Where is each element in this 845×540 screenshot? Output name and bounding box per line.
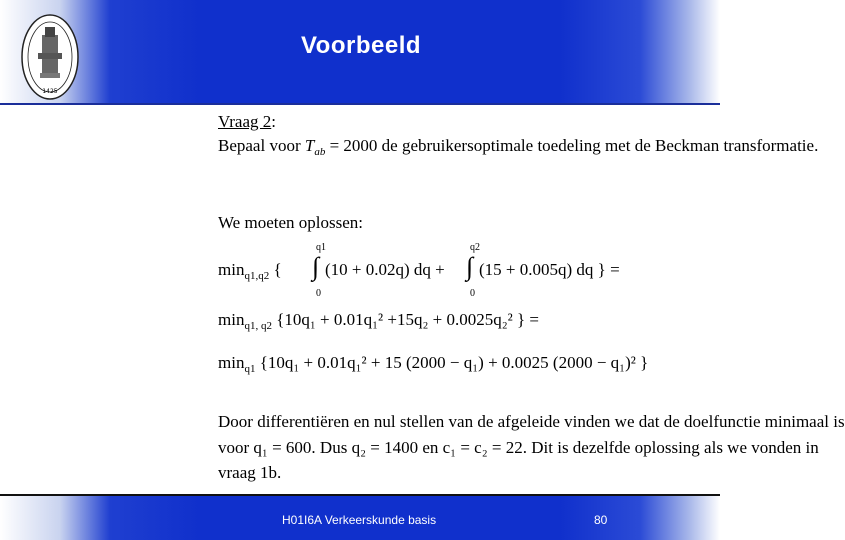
- question-text-post: = 2000 de gebruikersoptimale toedeling met de Beckman transformatie.: [325, 136, 819, 155]
- question-text: [218, 136, 818, 158]
- question-heading: [218, 112, 276, 132]
- conclusion-line-2: voor q₁ = 600. Dus q₂ = 1400 en c₁ = c₂ = 22. Dit is dezelfde oplossing als we vonden in: [218, 438, 819, 457]
- conclusion-line-3: vraag 1b.: [218, 463, 282, 482]
- eq1-integrand-1: (10 + 0.02q) dq +: [325, 260, 445, 279]
- equation-2: [218, 310, 539, 332]
- equation-3: [218, 353, 648, 375]
- eq2-expression: {10q₁ + 0.01q₁² +15q₂ + 0.0025q₂² } =: [276, 310, 540, 329]
- eq3-expression: {10q₁ + 0.01q₁² + 15 (2000 − q₁) + 0.0025 (2000 − q₁)² }: [259, 353, 649, 372]
- eq1-min-sub: q1,q2: [244, 270, 270, 282]
- eq1-upper-limit-2: q2: [470, 242, 480, 253]
- footer-page-number: 80: [594, 513, 608, 527]
- slide-title: Voorbeeld: [300, 32, 422, 59]
- eq1-integrand-2: (15 + 0.005q) dq } =: [479, 260, 620, 279]
- eq1-brace: {: [273, 260, 282, 279]
- eq1-lower-limit-1: 0: [316, 288, 321, 299]
- eq1-upper-limit-1: q1: [316, 242, 326, 253]
- eq1-lower-limit-2: 0: [470, 288, 475, 299]
- eq3-min: min: [218, 353, 245, 372]
- eq1-integral-1: ∫: [312, 252, 320, 281]
- university-seal-logo: [20, 13, 80, 101]
- seal-year: 1425: [42, 88, 58, 95]
- question-var: T: [304, 136, 315, 155]
- question-label: Vraag 2: [218, 112, 272, 131]
- header-divider: [0, 103, 720, 105]
- conclusion-line-1: Door differentiëren en nul stellen van de afgeleide vinden we dat de doelfunctie minimaal is: [218, 412, 845, 431]
- question-colon: :: [271, 112, 276, 131]
- equation-1: [218, 260, 282, 282]
- question-text-pre: Bepaal voor: [218, 136, 305, 155]
- eq2-min: min: [218, 310, 245, 329]
- eq1-min: min: [218, 260, 245, 279]
- eq2-min-sub: q1, q2: [244, 320, 272, 332]
- question-var-sub: ab: [314, 146, 326, 158]
- footer-course: H01I6A Verkeerskunde basis: [282, 513, 437, 527]
- solve-label: We moeten oplossen:: [218, 213, 363, 232]
- eq3-min-sub: q1: [244, 363, 256, 375]
- eq1-integral-2: ∫: [466, 252, 474, 281]
